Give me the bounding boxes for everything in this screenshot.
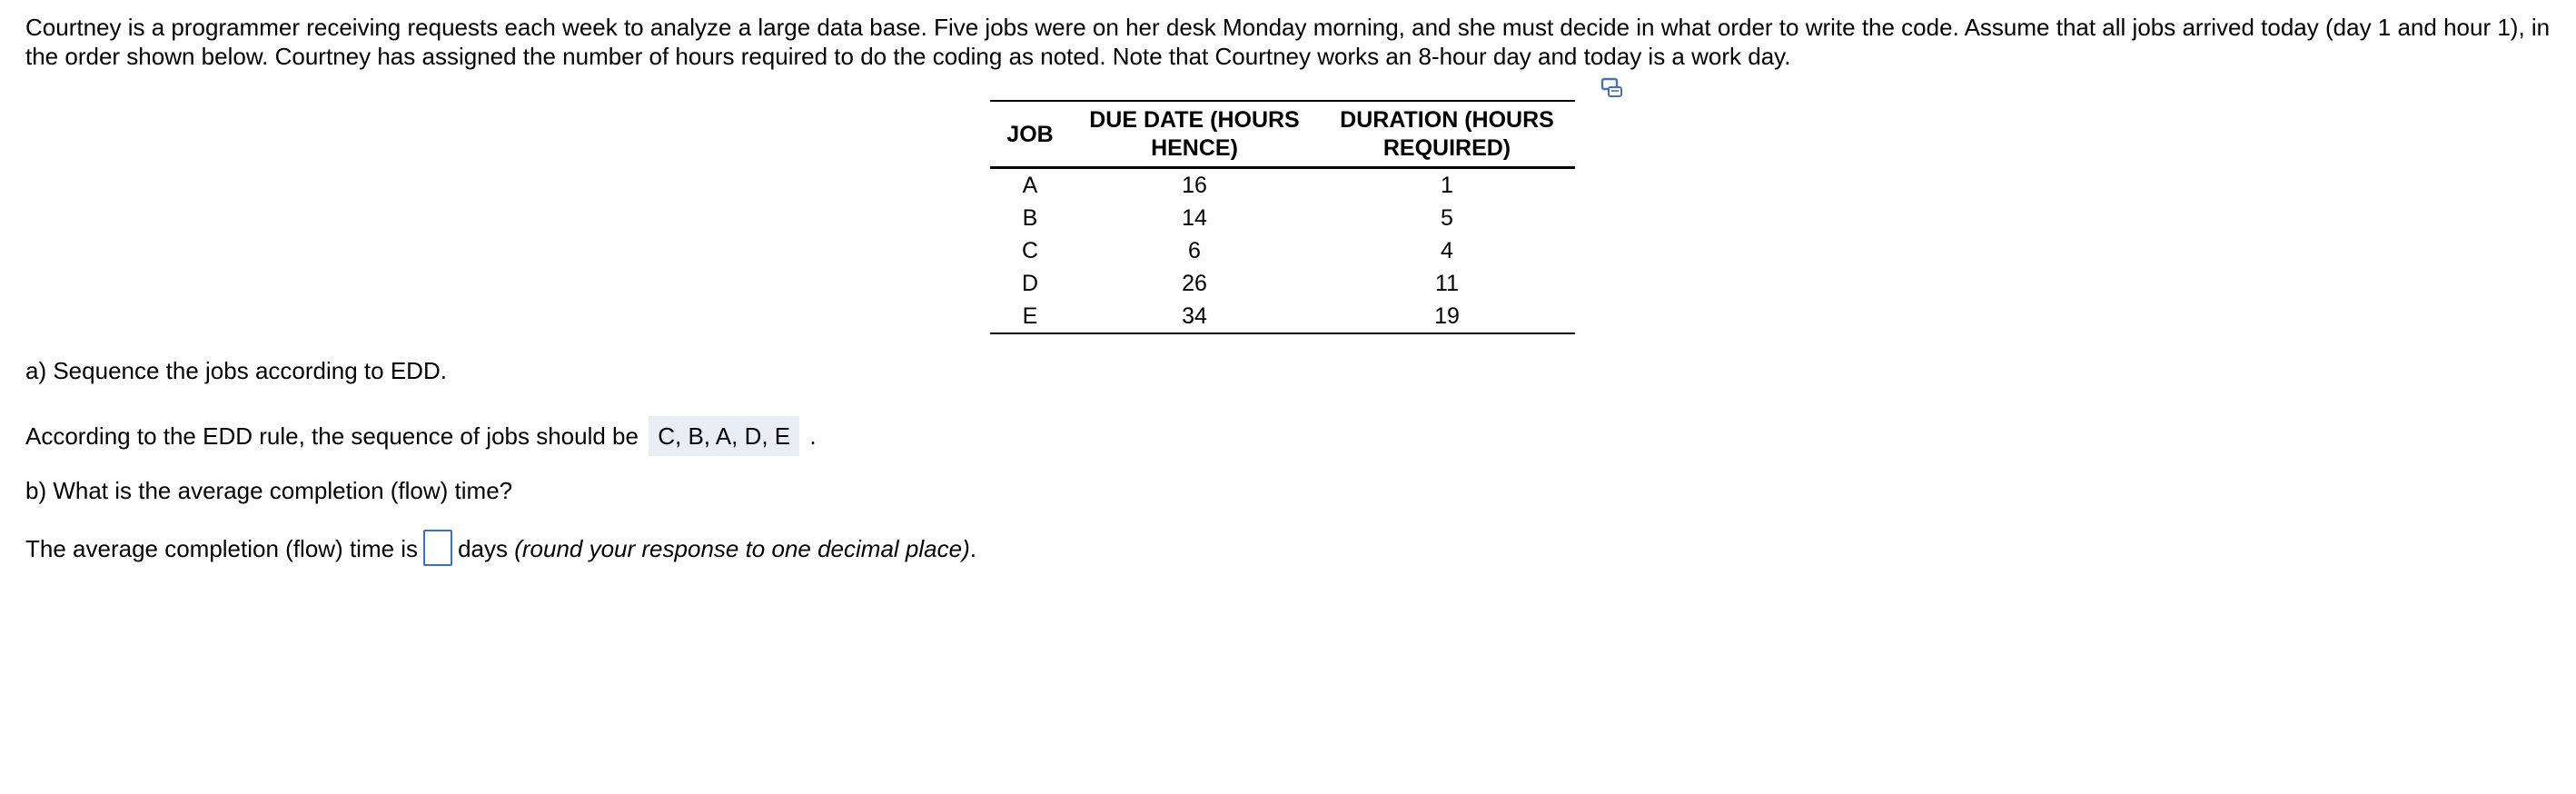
answer-a-value[interactable]: C, B, A, D, E: [649, 416, 799, 456]
problem-statement: Courtney is a programmer receiving requests each week to analyze a large data base. Five jobs were on her desk Monday morning, and she must decide in what order to write the code. Assume that all jobs arrived today (day 1 and hour 1), in the order shown below. Courtney has assigned the number of hours required to do the coding as noted. Note that Courtney works an 8-hour day and today is a work day.: [25, 14, 2551, 70]
question-b: b) What is the average completion (flow) time?: [25, 477, 513, 504]
header-due-date: DUE DATE (HOURS HENCE): [1089, 107, 1300, 161]
due-cell: 16: [1182, 172, 1207, 198]
due-cell: 34: [1182, 303, 1207, 329]
job-cell: C: [1021, 237, 1039, 263]
table-row: [990, 234, 1575, 267]
header-job: JOB: [1006, 121, 1054, 147]
answer-b-hint-suffix: .: [969, 535, 976, 562]
jobs-table: [990, 100, 1575, 334]
job-cell: E: [1022, 303, 1038, 329]
duration-cell: 19: [1434, 303, 1460, 329]
table-row: [990, 202, 1575, 234]
answer-a-line: [25, 416, 817, 456]
answer-a-suffix: .: [809, 422, 817, 450]
answer-b-unit: days: [458, 535, 508, 562]
jobs-table-container: [990, 100, 1575, 334]
flow-time-input[interactable]: [423, 530, 452, 566]
copy-icon[interactable]: [1600, 76, 1624, 98]
job-cell: D: [1021, 270, 1039, 296]
duration-cell: 1: [1441, 172, 1453, 198]
duration-cell: 5: [1441, 204, 1453, 231]
answer-b-line: [25, 534, 976, 566]
answer-a-prefix: According to the EDD rule, the sequence of jobs should be: [25, 422, 639, 450]
table-row: [990, 300, 1575, 333]
header-duration: DURATION (HOURS REQUIRED): [1340, 107, 1554, 161]
answer-b-hint: (round your response to one decimal place): [514, 535, 970, 562]
due-cell: 26: [1182, 270, 1207, 296]
job-cell: B: [1022, 204, 1038, 231]
question-a: a) Sequence the jobs according to EDD.: [25, 357, 447, 384]
job-cell: A: [1022, 172, 1038, 198]
duration-cell: 4: [1441, 237, 1453, 263]
duration-cell: 11: [1435, 270, 1459, 296]
answer-b-prefix: The average completion (flow) time is: [25, 535, 419, 562]
due-cell: 14: [1182, 204, 1207, 231]
due-cell: 6: [1188, 237, 1201, 263]
table-row: [990, 168, 1575, 203]
table-header-row: [990, 101, 1575, 168]
table-row: [990, 267, 1575, 300]
